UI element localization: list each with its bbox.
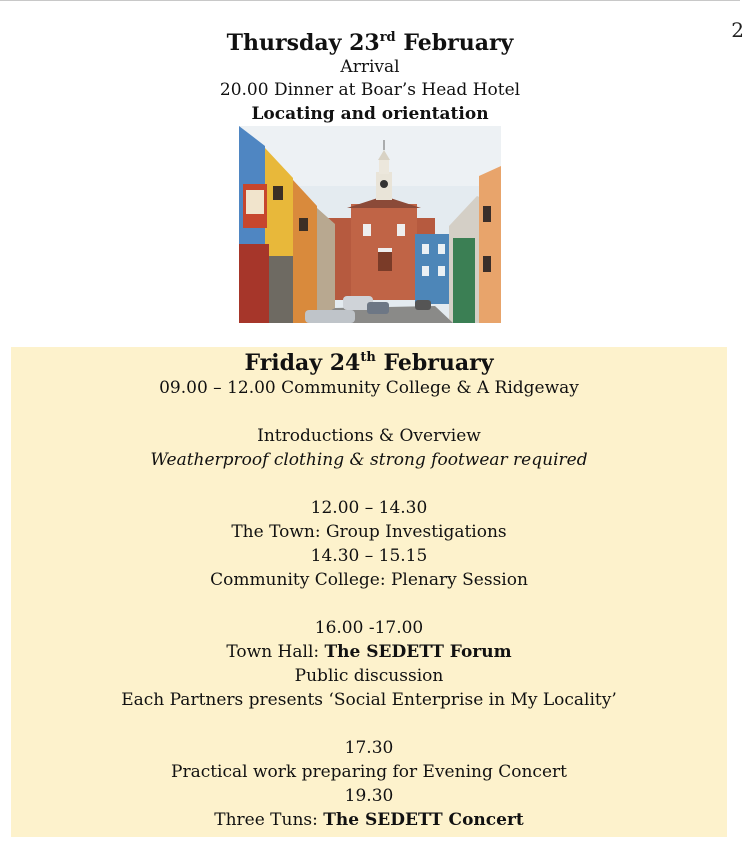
introductions-overview: Introductions & Overview	[257, 426, 481, 446]
clothing-note: Weatherproof clothing & strong footwear required	[150, 450, 588, 470]
thursday-dinner: 20.00 Dinner at Boar’s Head Hotel	[219, 80, 521, 100]
session-concert-desc: Three Tuns: The SEDETT Concert	[214, 810, 524, 830]
thursday-section	[0, 30, 740, 126]
session-concert-time: 19.30	[344, 786, 394, 806]
thursday-heading: Thursday 23rd February	[226, 30, 514, 56]
top-divider	[0, 0, 740, 1]
town-street-photo	[239, 126, 501, 323]
session-practical-desc: Practical work preparing for Evening Concert	[171, 762, 567, 782]
session-forum-desc: Town Hall: The SEDETT Forum	[226, 642, 512, 662]
thursday-arrival: Arrival	[340, 57, 400, 77]
session-community-college: 09.00 – 12.00 Community College & A Ridgeway	[159, 378, 579, 398]
session-forum-time: 16.00 -17.00	[314, 618, 424, 638]
session-town-time: 12.00 – 14.30	[310, 498, 428, 518]
page-number: 2	[731, 18, 744, 42]
partners-presentation: Each Partners presents ‘Social Enterprise in My Locality’	[121, 690, 617, 710]
public-discussion: Public discussion	[294, 666, 444, 686]
session-town-desc: The Town: Group Investigations	[231, 522, 507, 542]
session-practical-time: 17.30	[344, 738, 394, 758]
session-plenary-time: 14.30 – 15.15	[310, 546, 428, 566]
friday-heading: Friday 24th February	[244, 350, 494, 376]
friday-section	[11, 347, 727, 837]
session-plenary-desc: Community College: Plenary Session	[210, 570, 528, 590]
thursday-locating: Locating and orientation	[251, 104, 489, 124]
